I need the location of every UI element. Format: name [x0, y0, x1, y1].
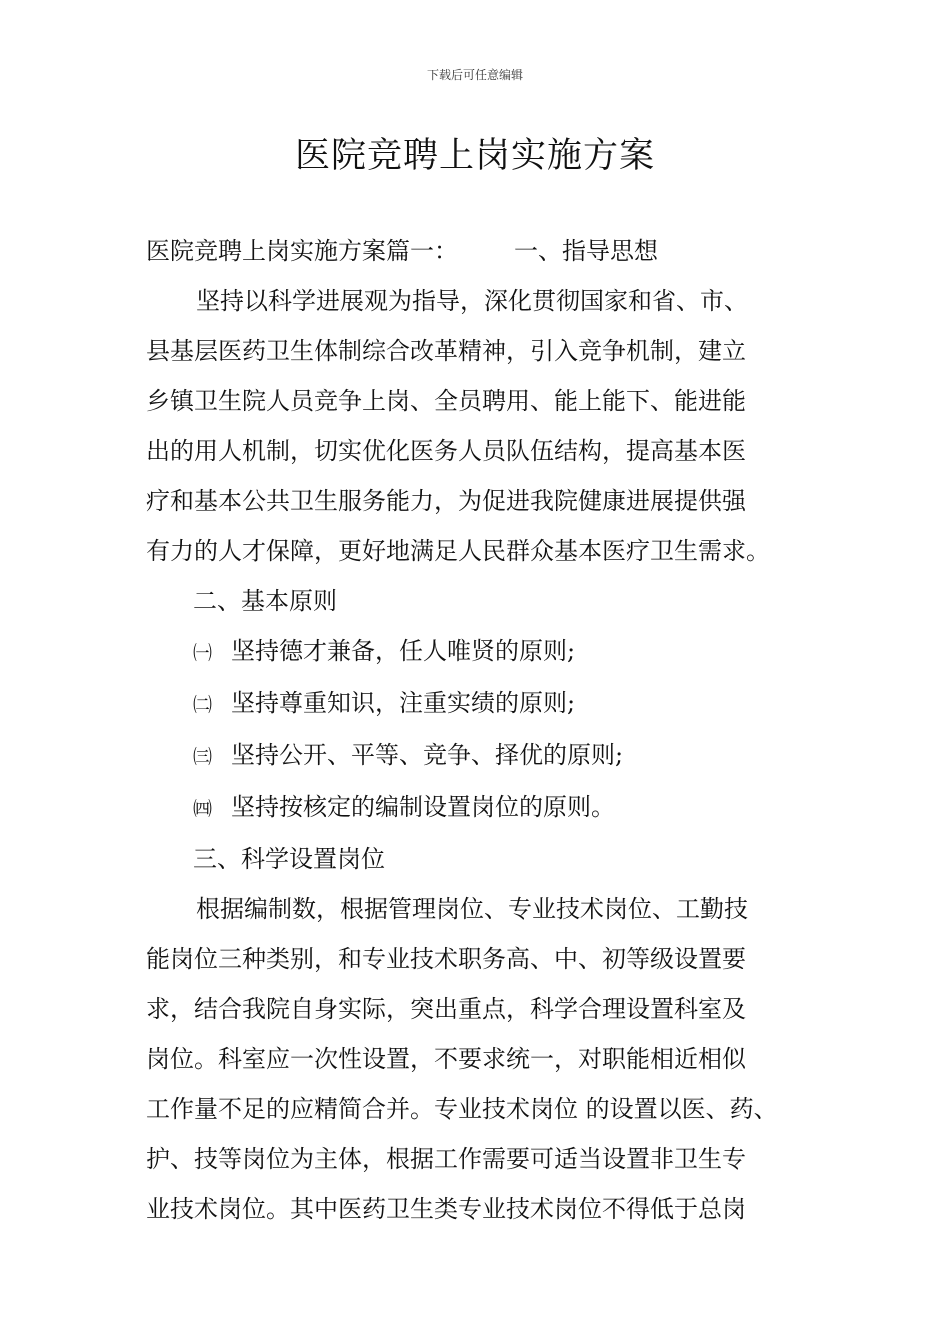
principle-text: 坚持德才兼备，任人唯贤的原则; — [231, 637, 576, 665]
paragraph-line: 乡镇卫生院人员竞争上岗、全员聘用、能上能下、能进能 — [146, 387, 746, 415]
principle-item — [146, 782, 826, 834]
document-body — [146, 226, 826, 1234]
intro-line — [146, 226, 826, 276]
principle-number: ㈡ — [193, 694, 213, 716]
paragraph-line: 能岗位三种类别，和专业技术职务高、中、初等级设置要 — [146, 945, 746, 973]
paragraph-line: 护、技等岗位为主体，根据工作需要可适当设置非卫生专 — [146, 1145, 746, 1173]
part-title: 医院竞聘上岗实施方案篇一： — [146, 237, 458, 265]
page-header-note: 下载后可任意编辑 — [426, 68, 523, 82]
paragraph-line: 出的用人机制，切实优化医务人员队伍结构，提高基本医 — [146, 437, 746, 465]
principle-item — [146, 678, 826, 730]
principle-number: ㈣ — [193, 798, 213, 820]
principle-text: 坚持尊重知识，注重实绩的原则; — [231, 689, 576, 717]
paragraph-line: 岗位。科室应一次性设置，不要求统一，对职能相近相似 — [146, 1045, 746, 1073]
principle-item — [146, 730, 826, 782]
section-3-title: 三、科学设置岗位 — [193, 845, 385, 873]
section-2-title: 二、基本原则 — [193, 587, 337, 615]
paragraph-line: 业技术岗位。其中医药卫生类专业技术岗位不得低于总岗 — [146, 1195, 746, 1223]
paragraph-line: 县基层医药卫生体制综合改革精神，引入竞争机制，建立 — [146, 337, 746, 365]
paragraph-line: 坚持以科学进展观为指导，深化贯彻国家和省、市、 — [196, 287, 748, 315]
paragraph-line: 有力的人才保障，更好地满足人民群众基本医疗卫生需求。 — [146, 537, 770, 565]
paragraph-line: 工作量不足的应精简合并。专业技术岗位 的设置以医、药、 — [146, 1095, 778, 1123]
paragraph-line: 求，结合我院自身实际，突出重点，科学合理设置科室及 — [146, 995, 746, 1023]
document-title: 医院竞聘上岗实施方案 — [294, 136, 655, 176]
principle-text: 坚持按核定的编制设置岗位的原则。 — [231, 793, 615, 821]
section-1-title: 一、指导思想 — [514, 237, 658, 265]
principle-number: ㈢ — [193, 746, 213, 768]
principle-number: ㈠ — [193, 642, 213, 664]
principle-text: 坚持公开、平等、竞争、择优的原则; — [231, 741, 624, 769]
paragraph-line: 根据编制数，根据管理岗位、专业技术岗位、工勤技 — [196, 895, 748, 923]
paragraph-line: 疗和基本公共卫生服务能力，为促进我院健康进展提供强 — [146, 487, 746, 515]
principle-item — [146, 626, 826, 678]
